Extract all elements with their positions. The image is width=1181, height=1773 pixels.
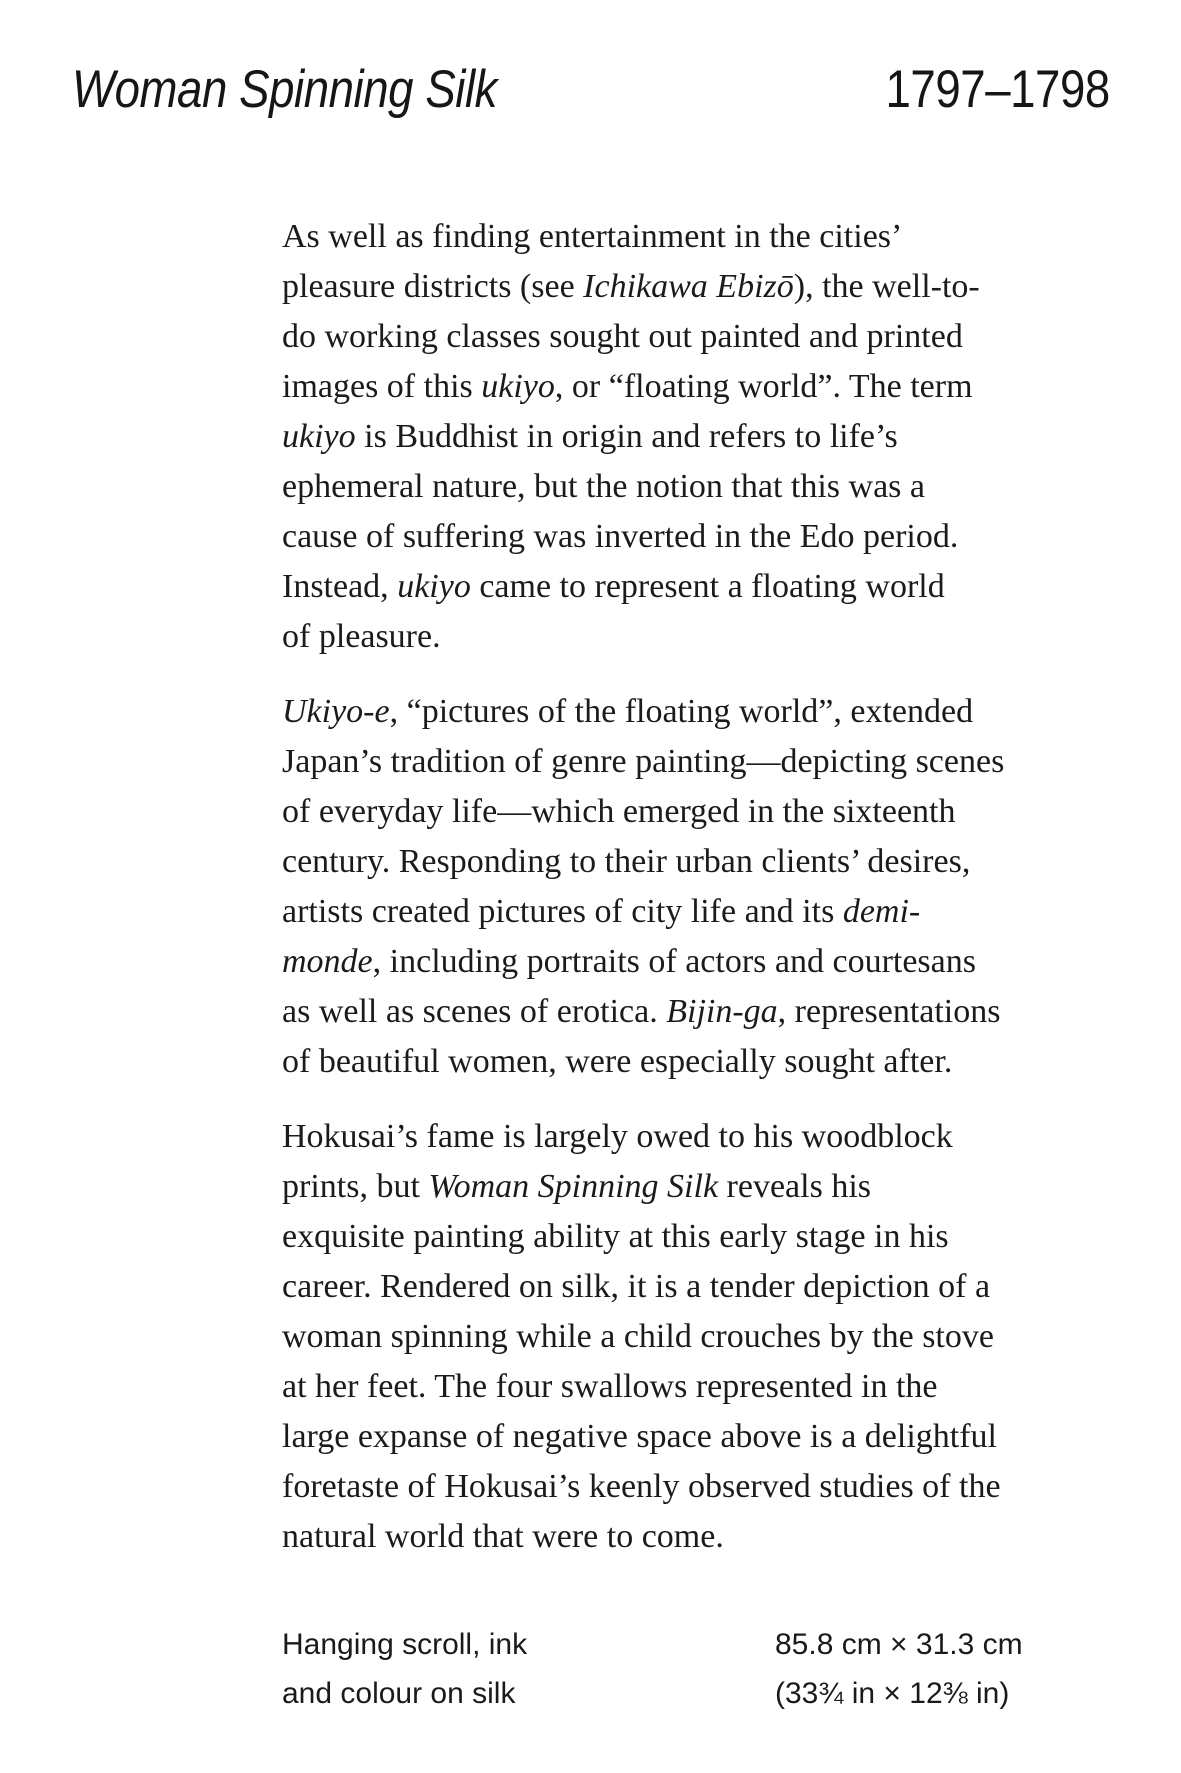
text-segment: woman spinning while a child crouches by the stove xyxy=(282,1318,994,1355)
text-segment: large expanse of negative space above is a delightful xyxy=(282,1418,997,1455)
text-line xyxy=(282,1262,1004,1312)
text-line xyxy=(282,1412,1004,1462)
text-segment: career. Rendered on silk, it is a tender depiction of a xyxy=(282,1268,991,1305)
text-segment: images of this xyxy=(282,368,482,405)
text-line xyxy=(282,837,1004,887)
artwork-date-range: 1797–1798 xyxy=(885,60,1110,119)
text-segment: ), the well-to- xyxy=(793,268,980,305)
italic-phrase: Woman Spinning Silk xyxy=(428,1168,719,1205)
text-segment: cause of suffering was inverted in the Edo period. xyxy=(282,518,959,555)
text-segment: of pleasure. xyxy=(282,618,441,655)
text-segment: of beautiful women, were especially sought after. xyxy=(282,1043,953,1080)
italic-phrase: Bijin-ga xyxy=(666,993,778,1030)
artwork-dimensions xyxy=(775,1620,1023,1718)
text-line xyxy=(282,687,1004,737)
text-segment: as well as scenes of erotica. xyxy=(282,993,667,1030)
text-line xyxy=(282,612,1004,662)
text-line xyxy=(282,1112,1004,1162)
text-segment: Japan’s tradition of genre painting—depicting scenes xyxy=(282,743,1005,780)
text-line xyxy=(282,362,1004,412)
text-segment: foretaste of Hokusai’s keenly observed studies of the xyxy=(282,1468,1001,1505)
text-line xyxy=(282,1362,1004,1412)
text-segment: reveals his xyxy=(718,1168,871,1205)
medium-line-1: Hanging scroll, ink xyxy=(282,1628,528,1661)
paragraph-hokusai-painting xyxy=(282,1112,1004,1562)
text-segment: century. Responding to their urban clients’ desires, xyxy=(282,843,971,880)
text-segment: , representations xyxy=(777,993,1001,1030)
text-line xyxy=(282,887,1004,937)
text-segment: of everyday life—which emerged in the sixteenth xyxy=(282,793,956,830)
text-line xyxy=(282,262,1004,312)
italic-phrase: Ichikawa Ebizō xyxy=(583,268,794,305)
italic-phrase: monde xyxy=(282,943,373,980)
text-segment: Instead, xyxy=(282,568,398,605)
text-segment: natural world that were to come. xyxy=(282,1518,724,1555)
paragraph-ukiyo-e-tradition xyxy=(282,687,1004,1087)
italic-phrase: ukiyo xyxy=(481,368,555,405)
text-line xyxy=(282,412,1004,462)
text-segment: at her feet. The four swallows represented in the xyxy=(282,1368,938,1405)
italic-phrase: ukiyo xyxy=(397,568,471,605)
text-line xyxy=(282,562,1004,612)
text-line xyxy=(282,312,1004,362)
text-segment: pleasure districts (see xyxy=(282,268,584,305)
text-segment: , or “floating world”. The term xyxy=(554,368,973,405)
italic-phrase: demi- xyxy=(842,893,921,930)
text-segment: , including portraits of actors and courtesans xyxy=(372,943,976,980)
text-line xyxy=(282,1037,1004,1087)
dimensions-imperial: (33¾ in × 12⅜ in) xyxy=(775,1677,1010,1710)
text-line xyxy=(282,1312,1004,1362)
italic-phrase: ukiyo xyxy=(282,418,356,455)
dimensions-metric: 85.8 cm × 31.3 cm xyxy=(775,1628,1023,1661)
text-segment: As well as finding entertainment in the cities’ xyxy=(282,218,903,255)
text-segment: came to represent a floating world xyxy=(470,568,945,605)
text-line xyxy=(282,1462,1004,1512)
text-segment: is Buddhist in origin and refers to life’s xyxy=(355,418,898,455)
text-line xyxy=(282,987,1004,1037)
text-line xyxy=(282,1512,1004,1562)
artwork-medium xyxy=(282,1620,527,1718)
paragraph-ukiyo-intro xyxy=(282,212,1004,662)
text-line xyxy=(282,212,1004,262)
text-line xyxy=(282,462,1004,512)
medium-line-2: and colour on silk xyxy=(282,1677,516,1710)
text-line xyxy=(282,512,1004,562)
text-line xyxy=(282,1162,1004,1212)
text-line xyxy=(282,937,1004,987)
text-segment: Hokusai’s fame is largely owed to his woodblock xyxy=(282,1118,953,1155)
text-segment: artists created pictures of city life and its xyxy=(282,893,843,930)
page-title: Woman Spinning Silk xyxy=(72,60,498,119)
text-segment: ephemeral nature, but the notion that this was a xyxy=(282,468,925,505)
italic-phrase: Ukiyo-e xyxy=(282,693,390,730)
text-line xyxy=(282,787,1004,837)
text-segment: exquisite painting ability at this early stage in his xyxy=(282,1218,949,1255)
text-segment: , “pictures of the floating world”, extended xyxy=(389,693,974,730)
text-line xyxy=(282,1212,1004,1262)
text-segment: prints, but xyxy=(282,1168,429,1205)
text-segment: do working classes sought out painted and printed xyxy=(282,318,963,355)
text-line xyxy=(282,737,1004,787)
body-text xyxy=(282,212,1004,1587)
